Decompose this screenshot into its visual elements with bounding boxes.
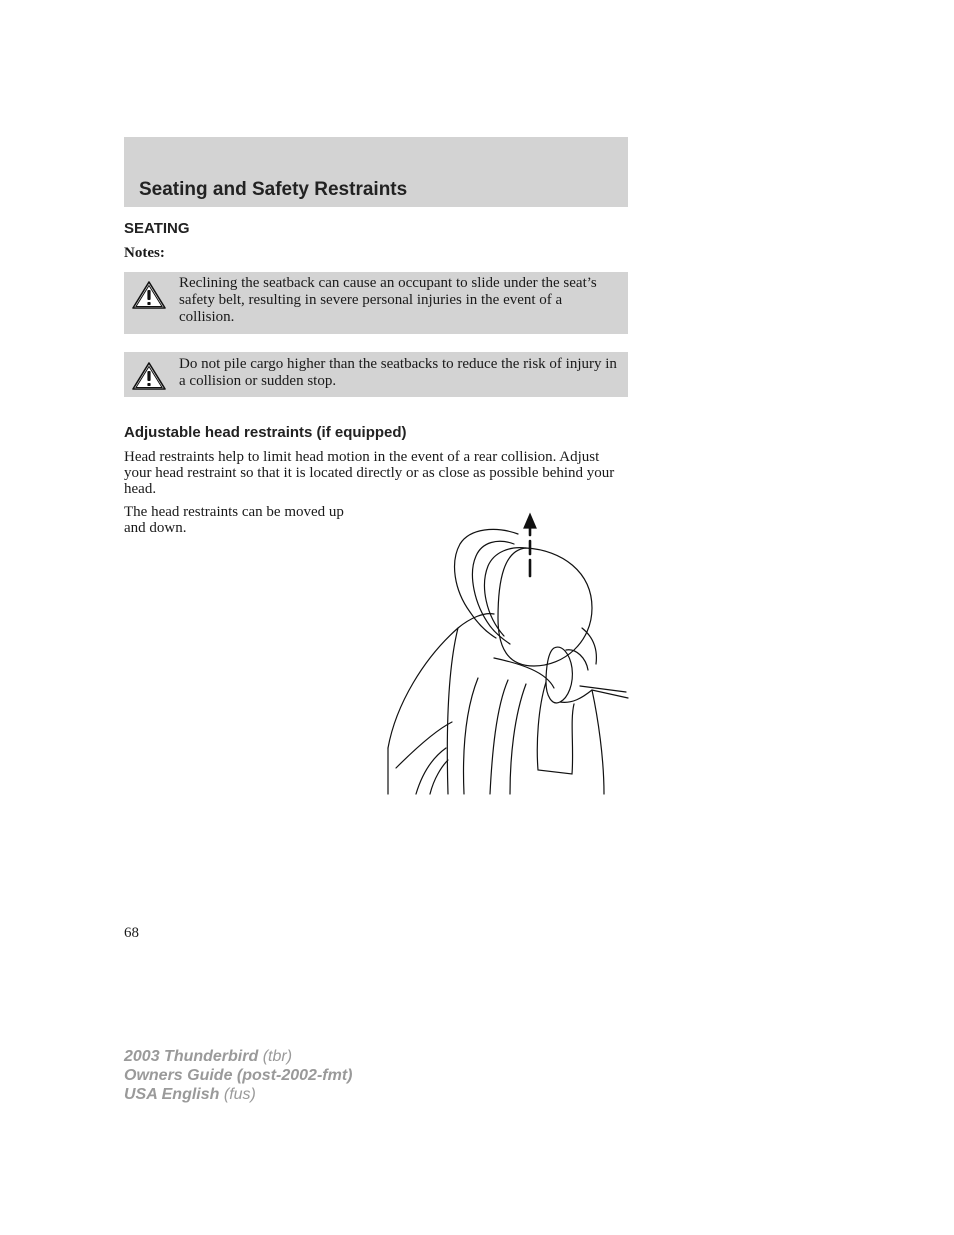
footer-line-3 — [124, 1085, 352, 1104]
warning-box-1 — [124, 272, 628, 334]
footer-language-code: (fus) — [219, 1086, 256, 1103]
footer-line-2 — [124, 1066, 352, 1085]
footer-line-1 — [124, 1047, 352, 1066]
section-title: SEATING — [124, 220, 190, 237]
warning-triangle-icon — [131, 361, 167, 391]
footer — [124, 1047, 352, 1104]
footer-guide: Owners Guide (post-2002-fmt) — [124, 1067, 353, 1084]
warning-triangle-icon — [131, 280, 167, 310]
footer-language: USA English — [124, 1086, 220, 1103]
subsection-title: Adjustable head restraints (if equipped) — [124, 424, 407, 441]
page-header-title: Seating and Safety Restraints — [139, 179, 408, 200]
head-restraint-adjust-illustration — [386, 508, 630, 796]
footer-model-code: (tbr) — [258, 1048, 293, 1065]
warning-text-1: Reclining the seatback can cause an occupant to slide under the seat’s safety belt, resulting in severe personal injuries in the event of a collision. — [179, 275, 597, 325]
body-paragraph-1: Head restraints help to limit head motion in the event of a rear collision. Adjust your head restraint so that it is located directly or as close as possible behind your head. — [124, 449, 615, 497]
page-number: 68 — [124, 925, 139, 941]
notes-label: Notes: — [124, 245, 165, 261]
warning-box-2 — [124, 352, 628, 397]
body-paragraph-2: The head restraints can be moved up and down. — [124, 504, 344, 536]
warning-text-2: Do not pile cargo higher than the seatbacks to reduce the risk of injury in a collision or sudden stop. — [179, 356, 617, 389]
header-band — [124, 137, 628, 207]
footer-model: 2003 Thunderbird — [124, 1048, 259, 1065]
